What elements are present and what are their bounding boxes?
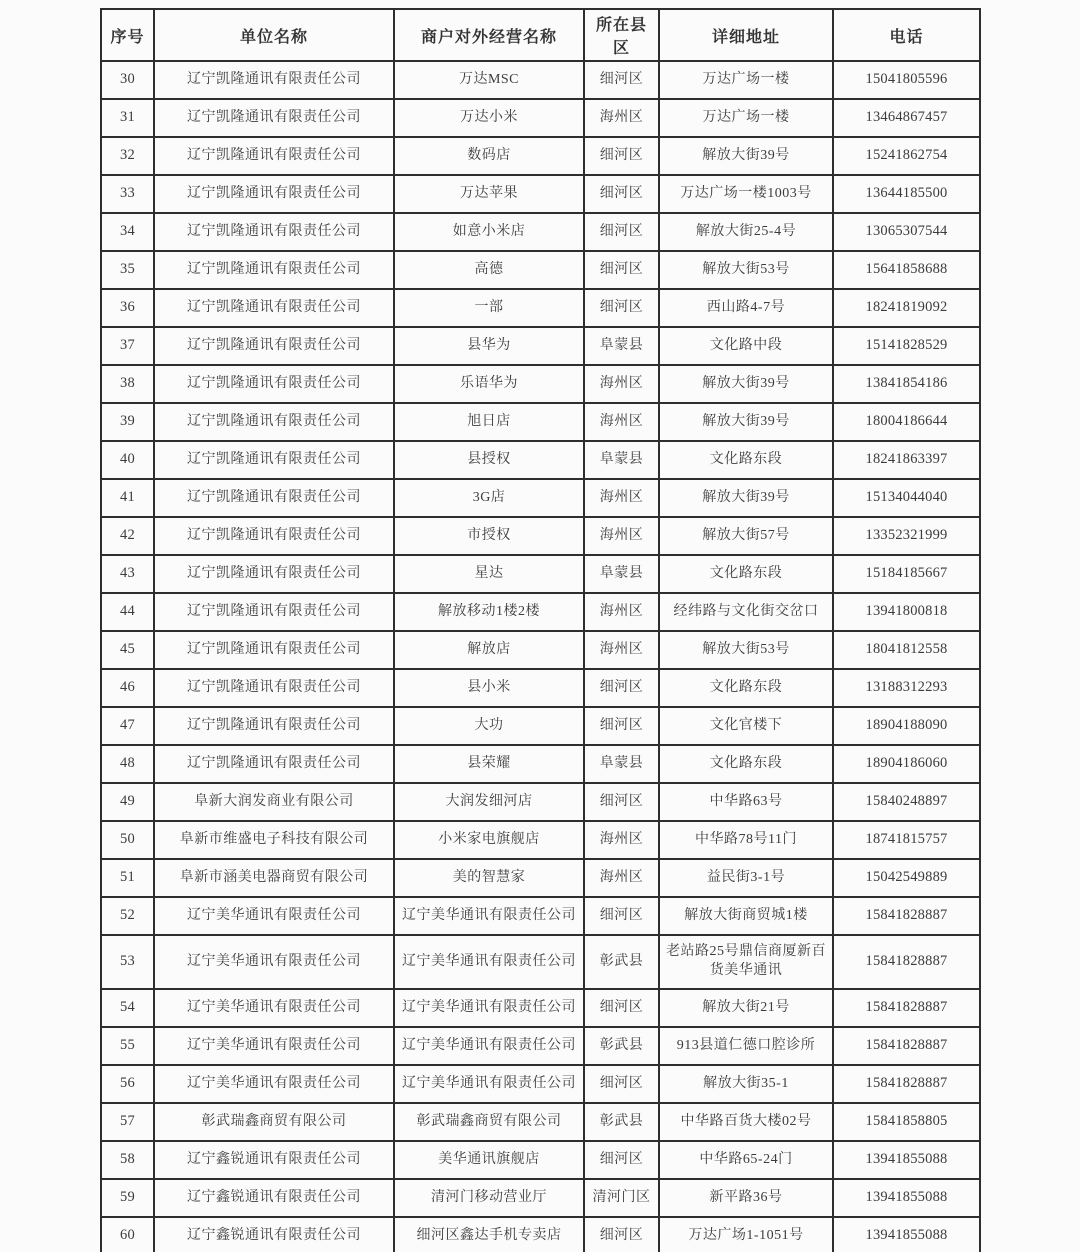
table-cell: 辽宁凯隆通讯有限责任公司: [154, 707, 394, 745]
table-cell: 42: [101, 517, 154, 555]
table-row: [101, 137, 980, 175]
table-row: [101, 1027, 980, 1065]
table-row: [101, 1065, 980, 1103]
table-row: [101, 783, 980, 821]
table-cell: 辽宁凯隆通讯有限责任公司: [154, 61, 394, 99]
table-cell: 辽宁美华通讯有限责任公司: [394, 1065, 584, 1103]
table-cell: 13065307544: [833, 213, 980, 251]
table-cell: 18241863397: [833, 441, 980, 479]
table-cell: 辽宁凯隆通讯有限责任公司: [154, 403, 394, 441]
table-cell: 星达: [394, 555, 584, 593]
table-cell: 海州区: [584, 821, 659, 859]
table-cell: 13464867457: [833, 99, 980, 137]
table-row: [101, 517, 980, 555]
table-cell: 新平路36号: [659, 1179, 833, 1217]
table-cell: 50: [101, 821, 154, 859]
table-row: [101, 1179, 980, 1217]
table-cell: 辽宁凯隆通讯有限责任公司: [154, 365, 394, 403]
table-cell: 彰武县: [584, 935, 659, 989]
table-cell: 48: [101, 745, 154, 783]
table-cell: 阜蒙县: [584, 327, 659, 365]
table-cell: 辽宁凯隆通讯有限责任公司: [154, 251, 394, 289]
table-cell: 细河区: [584, 289, 659, 327]
table-cell: 39: [101, 403, 154, 441]
table-row: [101, 745, 980, 783]
table-cell: 细河区: [584, 213, 659, 251]
table-cell: 细河区: [584, 1065, 659, 1103]
table-cell: 13841854186: [833, 365, 980, 403]
table-cell: 海州区: [584, 403, 659, 441]
table-cell: 高德: [394, 251, 584, 289]
table-cell: 海州区: [584, 517, 659, 555]
table-cell: 58: [101, 1141, 154, 1179]
table-cell: 旭日店: [394, 403, 584, 441]
table-cell: 辽宁凯隆通讯有限责任公司: [154, 327, 394, 365]
table-row: [101, 1103, 980, 1141]
table-cell: 万达广场一楼: [659, 61, 833, 99]
table-body: [101, 61, 980, 1252]
table-cell: 细河区: [584, 1217, 659, 1252]
table-cell: 18004186644: [833, 403, 980, 441]
table-cell: 33: [101, 175, 154, 213]
table-cell: 市授权: [394, 517, 584, 555]
column-header: 详细地址: [659, 9, 833, 61]
table-cell: 13941800818: [833, 593, 980, 631]
table-row: [101, 61, 980, 99]
table-cell: 县授权: [394, 441, 584, 479]
table-cell: 15134044040: [833, 479, 980, 517]
table-cell: 辽宁美华通讯有限责任公司: [394, 989, 584, 1027]
table-cell: 解放大街57号: [659, 517, 833, 555]
table-cell: 38: [101, 365, 154, 403]
table-cell: 15840248897: [833, 783, 980, 821]
table-cell: 解放大街53号: [659, 631, 833, 669]
table-cell: 49: [101, 783, 154, 821]
table-cell: 37: [101, 327, 154, 365]
table-cell: 解放大街21号: [659, 989, 833, 1027]
table-cell: 西山路4-7号: [659, 289, 833, 327]
table-row: [101, 821, 980, 859]
table-row: [101, 707, 980, 745]
table-cell: 30: [101, 61, 154, 99]
table-cell: 细河区: [584, 989, 659, 1027]
table-cell: 辽宁鑫锐通讯有限责任公司: [154, 1217, 394, 1252]
table-cell: 数码店: [394, 137, 584, 175]
table-cell: 辽宁凯隆通讯有限责任公司: [154, 479, 394, 517]
table-cell: 细河区: [584, 669, 659, 707]
table-cell: 3G店: [394, 479, 584, 517]
table-cell: 经纬路与文化街交岔口: [659, 593, 833, 631]
column-header: 所在县区: [584, 9, 659, 61]
table-cell: 解放大街39号: [659, 137, 833, 175]
table-cell: 细河区: [584, 137, 659, 175]
table-cell: 55: [101, 1027, 154, 1065]
table-cell: 15042549889: [833, 859, 980, 897]
merchant-directory-table: [100, 8, 981, 1252]
column-header: 单位名称: [154, 9, 394, 61]
table-cell: 细河区: [584, 783, 659, 821]
table-cell: 解放店: [394, 631, 584, 669]
table-cell: 辽宁凯隆通讯有限责任公司: [154, 593, 394, 631]
table-row: [101, 1141, 980, 1179]
table-cell: 46: [101, 669, 154, 707]
table-cell: 小米家电旗舰店: [394, 821, 584, 859]
table-row: [101, 989, 980, 1027]
table-row: [101, 479, 980, 517]
table-cell: 辽宁凯隆通讯有限责任公司: [154, 745, 394, 783]
table-cell: 13941855088: [833, 1141, 980, 1179]
table-cell: 13644185500: [833, 175, 980, 213]
table-cell: 辽宁美华通讯有限责任公司: [394, 1027, 584, 1065]
table-cell: 辽宁美华通讯有限责任公司: [394, 935, 584, 989]
table-cell: 40: [101, 441, 154, 479]
table-cell: 解放大街商贸城1楼: [659, 897, 833, 935]
table-cell: 18241819092: [833, 289, 980, 327]
table-cell: 60: [101, 1217, 154, 1252]
table-cell: 细河区: [584, 707, 659, 745]
table-cell: 辽宁凯隆通讯有限责任公司: [154, 517, 394, 555]
table-cell: 解放大街39号: [659, 479, 833, 517]
table-cell: 细河区: [584, 61, 659, 99]
table-cell: 15841828887: [833, 897, 980, 935]
table-cell: 中华路63号: [659, 783, 833, 821]
table-cell: 海州区: [584, 859, 659, 897]
table-cell: 细河区: [584, 251, 659, 289]
table-row: [101, 1217, 980, 1252]
table-cell: 如意小米店: [394, 213, 584, 251]
table-cell: 万达广场一楼: [659, 99, 833, 137]
table-cell: 万达苹果: [394, 175, 584, 213]
table-cell: 辽宁凯隆通讯有限责任公司: [154, 631, 394, 669]
table-cell: 辽宁美华通讯有限责任公司: [154, 1065, 394, 1103]
table-cell: 县荣耀: [394, 745, 584, 783]
table-row: [101, 365, 980, 403]
table-cell: 15841828887: [833, 989, 980, 1027]
table-cell: 解放大街25-4号: [659, 213, 833, 251]
table-cell: 45: [101, 631, 154, 669]
table-cell: 57: [101, 1103, 154, 1141]
table-header: [101, 9, 980, 61]
table-cell: 万达广场一楼1003号: [659, 175, 833, 213]
table-cell: 辽宁美华通讯有限责任公司: [154, 1027, 394, 1065]
table-cell: 32: [101, 137, 154, 175]
table-cell: 海州区: [584, 593, 659, 631]
table-cell: 阜蒙县: [584, 745, 659, 783]
table-row: [101, 213, 980, 251]
table-cell: 美华通讯旗舰店: [394, 1141, 584, 1179]
table-cell: 大功: [394, 707, 584, 745]
table-cell: 51: [101, 859, 154, 897]
table-cell: 彰武瑞鑫商贸有限公司: [394, 1103, 584, 1141]
table-cell: 15841828887: [833, 1065, 980, 1103]
table-cell: 美的智慧家: [394, 859, 584, 897]
table-cell: 18904186060: [833, 745, 980, 783]
table-cell: 15841828887: [833, 1027, 980, 1065]
table-row: [101, 251, 980, 289]
table-cell: 解放大街35-1: [659, 1065, 833, 1103]
table-cell: 解放大街39号: [659, 403, 833, 441]
table-cell: 文化路东段: [659, 441, 833, 479]
table-cell: 13941855088: [833, 1179, 980, 1217]
table-cell: 15641858688: [833, 251, 980, 289]
table-cell: 解放大街39号: [659, 365, 833, 403]
table-cell: 辽宁美华通讯有限责任公司: [394, 897, 584, 935]
table-cell: 县华为: [394, 327, 584, 365]
table-cell: 阜新市维盛电子科技有限公司: [154, 821, 394, 859]
table-cell: 辽宁美华通讯有限责任公司: [154, 897, 394, 935]
table-cell: 县小米: [394, 669, 584, 707]
table-cell: 41: [101, 479, 154, 517]
table-row: [101, 897, 980, 935]
table-cell: 文化路中段: [659, 327, 833, 365]
table-cell: 辽宁美华通讯有限责任公司: [154, 989, 394, 1027]
table-cell: 18041812558: [833, 631, 980, 669]
table-cell: 文化官楼下: [659, 707, 833, 745]
table-cell: 大润发细河店: [394, 783, 584, 821]
table-row: [101, 99, 980, 137]
table-cell: 15041805596: [833, 61, 980, 99]
table-cell: 15841828887: [833, 935, 980, 989]
table-cell: 彰武县: [584, 1027, 659, 1065]
table-cell: 辽宁鑫锐通讯有限责任公司: [154, 1179, 394, 1217]
table-cell: 辽宁凯隆通讯有限责任公司: [154, 669, 394, 707]
table-cell: 细河区鑫达手机专卖店: [394, 1217, 584, 1252]
table-cell: 彰武县: [584, 1103, 659, 1141]
table-cell: 海州区: [584, 99, 659, 137]
table-cell: 清河门移动营业厅: [394, 1179, 584, 1217]
table-cell: 59: [101, 1179, 154, 1217]
table-cell: 文化路东段: [659, 745, 833, 783]
table-cell: 辽宁鑫锐通讯有限责任公司: [154, 1141, 394, 1179]
table-cell: 万达广场1-1051号: [659, 1217, 833, 1252]
table-cell: 中华路百货大楼02号: [659, 1103, 833, 1141]
table-cell: 13188312293: [833, 669, 980, 707]
table-cell: 彰武瑞鑫商贸有限公司: [154, 1103, 394, 1141]
table-row: [101, 859, 980, 897]
table-cell: 13352321999: [833, 517, 980, 555]
table-cell: 中华路65-24门: [659, 1141, 833, 1179]
table-cell: 18741815757: [833, 821, 980, 859]
table-cell: 解放移动1楼2楼: [394, 593, 584, 631]
table-cell: 35: [101, 251, 154, 289]
table-cell: 913县道仁德口腔诊所: [659, 1027, 833, 1065]
table-cell: 辽宁凯隆通讯有限责任公司: [154, 213, 394, 251]
table-cell: 一部: [394, 289, 584, 327]
table-cell: 阜蒙县: [584, 441, 659, 479]
table-cell: 13941855088: [833, 1217, 980, 1252]
table-cell: 辽宁凯隆通讯有限责任公司: [154, 175, 394, 213]
table-header-row: [101, 9, 980, 61]
table-cell: 44: [101, 593, 154, 631]
table-cell: 万达MSC: [394, 61, 584, 99]
table-cell: 解放大街53号: [659, 251, 833, 289]
table-row: [101, 555, 980, 593]
table-row: [101, 935, 980, 989]
table-cell: 辽宁凯隆通讯有限责任公司: [154, 99, 394, 137]
table-cell: 清河门区: [584, 1179, 659, 1217]
table-cell: 辽宁凯隆通讯有限责任公司: [154, 441, 394, 479]
table-cell: 15241862754: [833, 137, 980, 175]
table-cell: 18904188090: [833, 707, 980, 745]
table-cell: 52: [101, 897, 154, 935]
table-cell: 文化路东段: [659, 555, 833, 593]
table-cell: 15841858805: [833, 1103, 980, 1141]
table-cell: 细河区: [584, 1141, 659, 1179]
table-row: [101, 327, 980, 365]
table-cell: 53: [101, 935, 154, 989]
table-cell: 阜新大润发商业有限公司: [154, 783, 394, 821]
table-cell: 34: [101, 213, 154, 251]
table-row: [101, 593, 980, 631]
table-cell: 15184185667: [833, 555, 980, 593]
table-cell: 万达小米: [394, 99, 584, 137]
table-cell: 辽宁美华通讯有限责任公司: [154, 935, 394, 989]
column-header: 序号: [101, 9, 154, 61]
table-cell: 54: [101, 989, 154, 1027]
column-header: 商户对外经营名称: [394, 9, 584, 61]
table-cell: 海州区: [584, 631, 659, 669]
table-cell: 中华路78号11门: [659, 821, 833, 859]
table-cell: 文化路东段: [659, 669, 833, 707]
table-cell: 31: [101, 99, 154, 137]
table-cell: 辽宁凯隆通讯有限责任公司: [154, 137, 394, 175]
table-row: [101, 175, 980, 213]
table-cell: 36: [101, 289, 154, 327]
table-cell: 细河区: [584, 897, 659, 935]
table-cell: 15141828529: [833, 327, 980, 365]
table-cell: 阜蒙县: [584, 555, 659, 593]
table-cell: 辽宁凯隆通讯有限责任公司: [154, 555, 394, 593]
table-row: [101, 669, 980, 707]
table-row: [101, 631, 980, 669]
column-header: 电话: [833, 9, 980, 61]
table-cell: 益民街3-1号: [659, 859, 833, 897]
table-cell: 56: [101, 1065, 154, 1103]
table-row: [101, 441, 980, 479]
table-cell: 43: [101, 555, 154, 593]
table-cell: 乐语华为: [394, 365, 584, 403]
table-cell: 辽宁凯隆通讯有限责任公司: [154, 289, 394, 327]
table-cell: 海州区: [584, 479, 659, 517]
table-cell: 老站路25号鼎信商厦新百货美华通讯: [659, 935, 833, 989]
table-row: [101, 289, 980, 327]
table-cell: 海州区: [584, 365, 659, 403]
table-cell: 细河区: [584, 175, 659, 213]
table-row: [101, 403, 980, 441]
table-cell: 47: [101, 707, 154, 745]
table-cell: 阜新市涵美电器商贸有限公司: [154, 859, 394, 897]
